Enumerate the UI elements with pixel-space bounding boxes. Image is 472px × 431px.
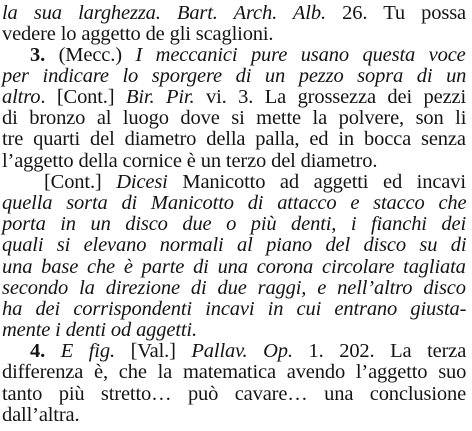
text-run: [Cont.] — [44, 171, 117, 193]
text-run: E fig. — [60, 340, 115, 362]
text-run: I meccanici pure usano questa voce — [135, 44, 466, 66]
text-run: mente i denti od aggetti. — [2, 319, 197, 341]
text-run: Pallav. Op. — [191, 340, 293, 362]
text-run: Bir. Pir. — [126, 86, 195, 108]
text-run: Dicesi — [116, 171, 168, 193]
text-run: vedere lo aggetto de gli scaglioni. — [2, 23, 274, 45]
text-run: secondo la direzione di due raggi, e nell’altro disco — [2, 277, 466, 299]
text-run: . [Cont.] — [40, 86, 126, 108]
text-run: dall’altra. — [2, 404, 80, 426]
text-line — [2, 360, 466, 384]
text-run: 26. Tu possa — [325, 2, 466, 24]
text-run: differenza è, che la matematica avendo l’aggetto suo — [2, 361, 467, 383]
text-run: di bronzo al luogo dove si mette la polvere, son li — [2, 107, 467, 129]
text-line — [2, 403, 79, 427]
text-run: tre quarti del diametro della palla, ed in bocca senza — [2, 128, 466, 150]
text-run: tanto più stretto… può cavare… una conclusione — [2, 383, 467, 405]
text-line — [2, 233, 466, 257]
text-run: 1. 202. La terza — [292, 340, 467, 362]
text-run: vi. 3. La grossezza dei pezzi — [194, 86, 467, 108]
text-run: Manicotto ad aggetti ed incavi — [167, 171, 466, 193]
text-run: [Val.] — [114, 340, 192, 362]
text-run: l’aggetto della cornice è un terzo del diametro. — [2, 150, 378, 172]
text-run: per indicare lo sporgere di un pezzo sopra di un — [2, 65, 467, 87]
text-run: la sua larghezza. Bart. Arch. Alb. — [2, 2, 326, 24]
text-run — [45, 340, 61, 362]
text-line — [2, 127, 466, 151]
text-run: 3. — [30, 44, 46, 66]
text-run: altro — [2, 86, 41, 108]
text-run: (Mecc.) — [45, 44, 136, 66]
text-run: una base che è parte di una corona circolare tagliata — [2, 256, 466, 278]
text-run: porta in un disco due o più denti, i fianchi dei — [2, 213, 467, 235]
text-run: 4. — [30, 340, 46, 362]
text-run: quella sorta di Manicotto di attacco e stacco che — [2, 192, 467, 214]
text-run: ha dei corrispondenti incavi in cui entrano giusta- — [2, 298, 467, 320]
text-run: quali si elevano normali al piano del disco su di — [2, 234, 467, 256]
